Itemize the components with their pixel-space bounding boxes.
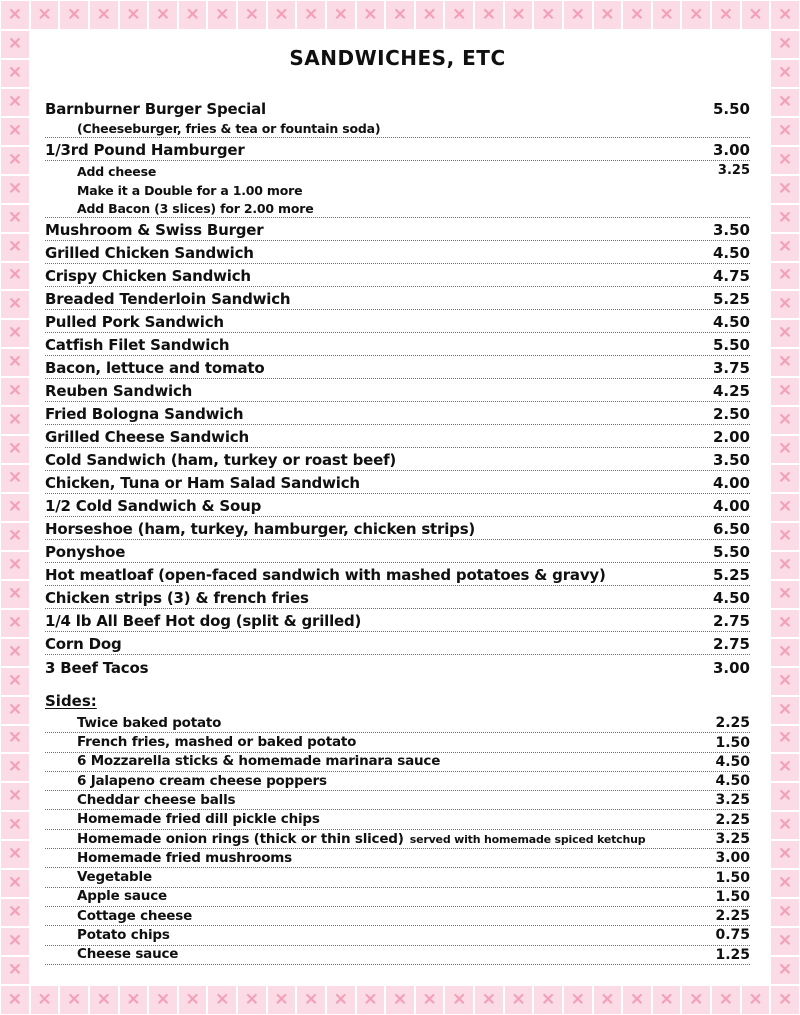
menu-item-row — [45, 810, 750, 829]
x-pattern-tile: ✕ — [0, 262, 30, 291]
x-pattern-tile: ✕ — [0, 59, 30, 88]
item-name: Bacon, lettuce and tomato — [45, 358, 265, 377]
x-pattern-tile: ✕ — [0, 290, 30, 319]
x-pattern-tile: ✕ — [0, 406, 30, 435]
x-pattern-tile: ✕ — [237, 985, 267, 1015]
x-pattern-tile: ✕ — [711, 985, 741, 1015]
item-left — [45, 222, 263, 239]
menu-item-row — [45, 849, 750, 868]
item-left — [45, 245, 254, 262]
x-pattern-tile: ✕ — [770, 811, 800, 840]
x-pattern-tile: ✕ — [0, 667, 30, 696]
x-pattern-tile: ✕ — [89, 985, 119, 1015]
item-price: 5.25 — [712, 565, 750, 584]
item-name: Barnburner Burger Special — [45, 99, 266, 118]
item-price: 3.50 — [712, 220, 750, 239]
x-pattern-tile: ✕ — [0, 927, 30, 956]
item-price: 4.50 — [715, 773, 750, 790]
item-price: 5.50 — [712, 542, 750, 561]
item-price: 6.50 — [712, 519, 750, 538]
item-price: 3.75 — [712, 358, 750, 377]
x-pattern-tile: ✕ — [356, 985, 386, 1015]
x-pattern-tile: ✕ — [770, 348, 800, 377]
x-pattern-tile: ✕ — [0, 30, 30, 59]
x-pattern-tile: ✕ — [0, 522, 30, 551]
item-left — [45, 291, 290, 308]
x-pattern-tile: ✕ — [0, 146, 30, 175]
x-pattern-tile: ✕ — [770, 869, 800, 898]
x-pattern-tile: ✕ — [770, 840, 800, 869]
menu-item-row — [45, 379, 750, 402]
x-pattern-tile: ✕ — [0, 985, 30, 1015]
x-pattern-tile: ✕ — [770, 782, 800, 811]
item-price: 5.25 — [712, 289, 750, 308]
item-name: Apple sauce — [77, 888, 167, 905]
menu-item-row — [45, 425, 750, 448]
item-price: 3.50 — [712, 450, 750, 469]
item-left — [45, 498, 261, 515]
item-name: Potato chips — [77, 927, 170, 944]
x-pattern-tile: ✕ — [770, 290, 800, 319]
x-pattern-tile: ✕ — [622, 985, 652, 1015]
item-left — [45, 870, 152, 886]
x-pattern-tile: ✕ — [770, 580, 800, 609]
item-left — [45, 268, 251, 285]
item-name: 1/3rd Pound Hamburger — [45, 140, 245, 159]
item-name: Add cheese — [77, 163, 157, 179]
x-pattern-tile: ✕ — [444, 0, 474, 30]
x-pattern-tile: ✕ — [0, 464, 30, 493]
item-price: 4.00 — [712, 473, 750, 492]
x-pattern-tile: ✕ — [741, 985, 771, 1015]
x-pattern-tile: ✕ — [474, 985, 504, 1015]
item-price: 1.50 — [715, 869, 750, 886]
item-left — [45, 383, 192, 400]
item-left — [45, 812, 320, 828]
menu-content — [30, 30, 770, 985]
x-pattern-tile: ✕ — [770, 204, 800, 233]
decorative-border-top — [0, 0, 800, 30]
menu-item-row — [45, 830, 750, 849]
x-pattern-tile: ✕ — [770, 985, 800, 1015]
x-pattern-tile: ✕ — [0, 233, 30, 262]
item-left — [45, 101, 266, 118]
item-name: Breaded Tenderloin Sandwich — [45, 289, 291, 308]
x-pattern-tile: ✕ — [563, 985, 593, 1015]
menu-item-row — [45, 333, 750, 356]
x-pattern-tile: ✕ — [385, 0, 415, 30]
x-pattern-tile: ✕ — [0, 204, 30, 233]
x-pattern-tile: ✕ — [0, 753, 30, 782]
x-pattern-tile: ✕ — [770, 696, 800, 725]
x-pattern-tile: ✕ — [148, 0, 178, 30]
x-pattern-tile: ✕ — [770, 522, 800, 551]
x-pattern-tile: ✕ — [444, 985, 474, 1015]
item-price: 4.50 — [715, 753, 750, 770]
item-price: 2.50 — [712, 404, 750, 423]
x-pattern-tile: ✕ — [770, 262, 800, 291]
item-name: Grilled Cheese Sandwich — [45, 427, 249, 446]
x-pattern-tile: ✕ — [267, 0, 297, 30]
x-pattern-tile: ✕ — [30, 0, 60, 30]
menu-item-row — [45, 868, 750, 887]
menu-item-row — [45, 402, 750, 425]
menu-item-row — [45, 199, 750, 218]
item-price: 1.50 — [715, 888, 750, 905]
item-price: 3.25 — [717, 163, 750, 179]
item-price: 2.75 — [712, 634, 750, 653]
item-name: Chicken, Tuna or Ham Salad Sandwich — [45, 473, 360, 492]
x-pattern-tile: ✕ — [770, 406, 800, 435]
item-price: 4.75 — [712, 266, 750, 285]
item-left — [45, 716, 221, 732]
item-price: 5.50 — [712, 99, 750, 118]
menu-item-row — [45, 356, 750, 379]
x-pattern-tile: ✕ — [30, 985, 60, 1015]
menu-item-row — [45, 138, 750, 161]
menu-item-row — [45, 888, 750, 907]
item-name: Homemade onion rings (thick or thin sliced) — [77, 830, 404, 847]
item-name: Grilled Chicken Sandwich — [45, 243, 254, 262]
x-pattern-tile: ✕ — [770, 319, 800, 348]
menu-item-row — [45, 772, 750, 791]
x-pattern-tile: ✕ — [770, 638, 800, 667]
item-left — [45, 521, 475, 538]
x-pattern-tile: ✕ — [741, 0, 771, 30]
item-price: 3.25 — [715, 792, 750, 809]
x-pattern-tile: ✕ — [267, 985, 297, 1015]
item-name: Cottage cheese — [77, 907, 193, 924]
x-pattern-tile: ✕ — [770, 609, 800, 638]
item-left — [45, 202, 314, 216]
item-left — [45, 636, 122, 653]
x-pattern-tile: ✕ — [0, 782, 30, 811]
x-pattern-tile: ✕ — [0, 840, 30, 869]
item-price: 2.25 — [715, 811, 750, 828]
x-pattern-tile: ✕ — [652, 0, 682, 30]
item-left — [45, 851, 292, 867]
menu-item-row — [45, 791, 750, 810]
x-pattern-tile: ✕ — [0, 0, 30, 30]
x-pattern-tile: ✕ — [770, 146, 800, 175]
x-pattern-tile: ✕ — [770, 435, 800, 464]
x-pattern-tile: ✕ — [0, 956, 30, 985]
page-title: SANDWICHES, ETC — [289, 46, 506, 70]
x-pattern-tile: ✕ — [0, 551, 30, 580]
item-name: 1/4 lb All Beef Hot dog (split & grilled) — [45, 611, 362, 630]
x-pattern-tile: ✕ — [0, 175, 30, 204]
x-pattern-tile: ✕ — [770, 0, 800, 30]
menu-item-row — [45, 119, 750, 138]
x-pattern-tile: ✕ — [178, 0, 208, 30]
item-name: Ponyshoe — [45, 542, 126, 561]
menu-item-row — [45, 926, 750, 945]
x-pattern-tile: ✕ — [326, 985, 356, 1015]
item-left — [45, 754, 440, 770]
x-pattern-tile: ✕ — [770, 117, 800, 146]
item-price: 4.00 — [712, 496, 750, 515]
item-left — [45, 613, 361, 630]
item-name: Cheese sauce — [77, 946, 179, 963]
x-pattern-tile: ✕ — [770, 464, 800, 493]
x-pattern-tile: ✕ — [0, 88, 30, 117]
item-name: Hot meatloaf (open-faced sandwich with mashed potatoes & gravy) — [45, 565, 606, 584]
item-price: 5.50 — [712, 335, 750, 354]
x-pattern-tile: ✕ — [770, 233, 800, 262]
x-pattern-tile: ✕ — [0, 377, 30, 406]
x-pattern-tile: ✕ — [504, 0, 534, 30]
item-name: 6 Mozzarella sticks & homemade marinara sauce — [77, 753, 441, 770]
x-pattern-tile: ✕ — [533, 985, 563, 1015]
item-left — [45, 314, 224, 331]
x-pattern-tile: ✕ — [0, 638, 30, 667]
item-name: French fries, mashed or baked potato — [77, 734, 357, 751]
item-left — [45, 889, 167, 905]
item-left — [45, 429, 249, 446]
x-pattern-tile: ✕ — [119, 0, 149, 30]
x-pattern-tile: ✕ — [119, 985, 149, 1015]
menu-item-row — [45, 96, 750, 119]
item-name: Cold Sandwich (ham, turkey or roast beef) — [45, 450, 397, 469]
x-pattern-tile: ✕ — [770, 377, 800, 406]
x-pattern-tile: ✕ — [593, 0, 623, 30]
item-left — [45, 660, 148, 677]
x-pattern-tile: ✕ — [0, 696, 30, 725]
item-left — [45, 544, 125, 561]
item-price: 2.75 — [712, 611, 750, 630]
item-left — [45, 735, 356, 751]
x-pattern-tile: ✕ — [770, 88, 800, 117]
item-left — [45, 406, 243, 423]
x-pattern-tile: ✕ — [0, 580, 30, 609]
x-pattern-tile: ✕ — [148, 985, 178, 1015]
x-pattern-tile: ✕ — [0, 319, 30, 348]
item-left — [45, 909, 192, 925]
menu-item-row — [45, 517, 750, 540]
sides-heading: Sides: — [45, 692, 97, 710]
x-pattern-tile: ✕ — [770, 898, 800, 927]
x-pattern-tile: ✕ — [326, 0, 356, 30]
item-price: 4.25 — [712, 381, 750, 400]
menu-item-row — [45, 241, 750, 264]
menu-item-row — [45, 264, 750, 287]
item-price: 3.00 — [712, 140, 750, 159]
x-pattern-tile: ✕ — [0, 869, 30, 898]
item-left — [45, 793, 235, 809]
x-pattern-tile: ✕ — [711, 0, 741, 30]
item-name: Homemade fried mushrooms — [77, 849, 293, 866]
x-pattern-tile: ✕ — [178, 985, 208, 1015]
x-pattern-tile: ✕ — [681, 0, 711, 30]
item-name: Vegetable — [77, 869, 152, 886]
x-pattern-tile: ✕ — [207, 0, 237, 30]
decorative-border-right — [770, 30, 800, 985]
menu-item-row — [45, 287, 750, 310]
x-pattern-tile: ✕ — [0, 117, 30, 146]
x-pattern-tile: ✕ — [385, 985, 415, 1015]
x-pattern-tile: ✕ — [0, 348, 30, 377]
menu-item-row — [45, 540, 750, 563]
item-price: 2.25 — [715, 908, 750, 925]
menu-item-row — [45, 448, 750, 471]
item-left — [45, 165, 156, 179]
item-left — [45, 475, 360, 492]
item-name: Mushroom & Swiss Burger — [45, 220, 264, 239]
x-pattern-tile: ✕ — [89, 0, 119, 30]
x-pattern-tile: ✕ — [0, 493, 30, 522]
x-pattern-tile: ✕ — [770, 725, 800, 754]
item-left — [45, 142, 245, 159]
decorative-border-left — [0, 30, 30, 985]
item-price: 4.50 — [712, 588, 750, 607]
sandwiches-list — [45, 96, 750, 678]
item-left — [45, 452, 396, 469]
item-name: Horseshoe (ham, turkey, hamburger, chicken strips) — [45, 519, 476, 538]
x-pattern-tile: ✕ — [415, 0, 445, 30]
x-pattern-tile: ✕ — [356, 0, 386, 30]
item-price: 1.25 — [715, 946, 750, 963]
x-pattern-tile: ✕ — [296, 985, 326, 1015]
menu-item-row — [45, 218, 750, 241]
x-pattern-tile: ✕ — [770, 927, 800, 956]
menu-item-row — [45, 632, 750, 655]
item-name: Twice baked potato — [77, 714, 222, 731]
menu-item-row — [45, 907, 750, 926]
x-pattern-tile: ✕ — [593, 985, 623, 1015]
item-name: Pulled Pork Sandwich — [45, 312, 224, 331]
x-pattern-tile: ✕ — [770, 59, 800, 88]
x-pattern-tile: ✕ — [681, 985, 711, 1015]
x-pattern-tile: ✕ — [0, 725, 30, 754]
item-name: 3 Beef Tacos — [45, 658, 149, 677]
item-left — [45, 947, 178, 963]
menu-item-row — [45, 655, 750, 678]
item-name: Add Bacon (3 slices) for 2.00 more — [77, 200, 314, 216]
item-price: 3.00 — [712, 658, 750, 677]
item-note: served with homemade spiced ketchup — [409, 832, 646, 846]
x-pattern-tile: ✕ — [770, 30, 800, 59]
x-pattern-tile: ✕ — [770, 956, 800, 985]
menu-item-row — [45, 310, 750, 333]
x-pattern-tile: ✕ — [622, 0, 652, 30]
item-price: 4.50 — [712, 243, 750, 262]
x-pattern-tile: ✕ — [652, 985, 682, 1015]
menu-item-row — [45, 180, 750, 199]
menu-item-row — [45, 471, 750, 494]
item-name: Fried Bologna Sandwich — [45, 404, 244, 423]
item-left — [45, 567, 606, 584]
item-name: Crispy Chicken Sandwich — [45, 266, 251, 285]
x-pattern-tile: ✕ — [0, 435, 30, 464]
item-name: Cheddar cheese balls — [77, 791, 236, 808]
x-pattern-tile: ✕ — [0, 811, 30, 840]
x-pattern-tile: ✕ — [770, 667, 800, 696]
item-left — [45, 774, 327, 790]
x-pattern-tile: ✕ — [474, 0, 504, 30]
x-pattern-tile: ✕ — [207, 985, 237, 1015]
item-price: 4.50 — [712, 312, 750, 331]
item-name: Corn Dog — [45, 634, 122, 653]
x-pattern-tile: ✕ — [533, 0, 563, 30]
item-left — [45, 337, 229, 354]
x-pattern-tile: ✕ — [415, 985, 445, 1015]
item-name: 1/2 Cold Sandwich & Soup — [45, 496, 262, 515]
menu-item-row — [45, 609, 750, 632]
item-name: Catfish Filet Sandwich — [45, 335, 230, 354]
x-pattern-tile: ✕ — [770, 175, 800, 204]
item-name: Make it a Double for a 1.00 more — [77, 182, 303, 198]
sides-list — [45, 714, 750, 965]
item-price: 1.50 — [715, 734, 750, 751]
x-pattern-tile: ✕ — [504, 985, 534, 1015]
item-price: 3.00 — [715, 850, 750, 867]
x-pattern-tile: ✕ — [563, 0, 593, 30]
x-pattern-tile: ✕ — [59, 0, 89, 30]
x-pattern-tile: ✕ — [770, 493, 800, 522]
item-price: 0.75 — [715, 927, 750, 944]
item-name: 6 Jalapeno cream cheese poppers — [77, 772, 327, 789]
item-left — [45, 928, 170, 944]
x-pattern-tile: ✕ — [296, 0, 326, 30]
x-pattern-tile: ✕ — [59, 985, 89, 1015]
item-price: 3.25 — [715, 830, 750, 847]
item-left — [45, 184, 302, 198]
menu-item-row — [45, 161, 750, 180]
x-pattern-tile: ✕ — [770, 753, 800, 782]
item-name: Reuben Sandwich — [45, 381, 193, 400]
item-name: (Cheeseburger, fries & tea or fountain soda) — [77, 120, 381, 136]
menu-item-row — [45, 733, 750, 752]
x-pattern-tile: ✕ — [0, 898, 30, 927]
item-left — [45, 122, 380, 136]
menu-item-row — [45, 946, 750, 965]
menu-item-row — [45, 494, 750, 517]
decorative-border-bottom — [0, 985, 800, 1015]
x-pattern-tile: ✕ — [237, 0, 267, 30]
menu-item-row — [45, 753, 750, 772]
item-name: Homemade fried dill pickle chips — [77, 811, 320, 828]
menu-item-row — [45, 714, 750, 733]
item-price: 2.25 — [715, 715, 750, 732]
item-name: Chicken strips (3) & french fries — [45, 588, 309, 607]
item-left — [45, 832, 645, 848]
x-pattern-tile: ✕ — [0, 609, 30, 638]
item-left — [45, 590, 309, 607]
item-price: 2.00 — [712, 427, 750, 446]
menu-item-row — [45, 586, 750, 609]
item-left — [45, 360, 264, 377]
menu-item-row — [45, 563, 750, 586]
x-pattern-tile: ✕ — [770, 551, 800, 580]
